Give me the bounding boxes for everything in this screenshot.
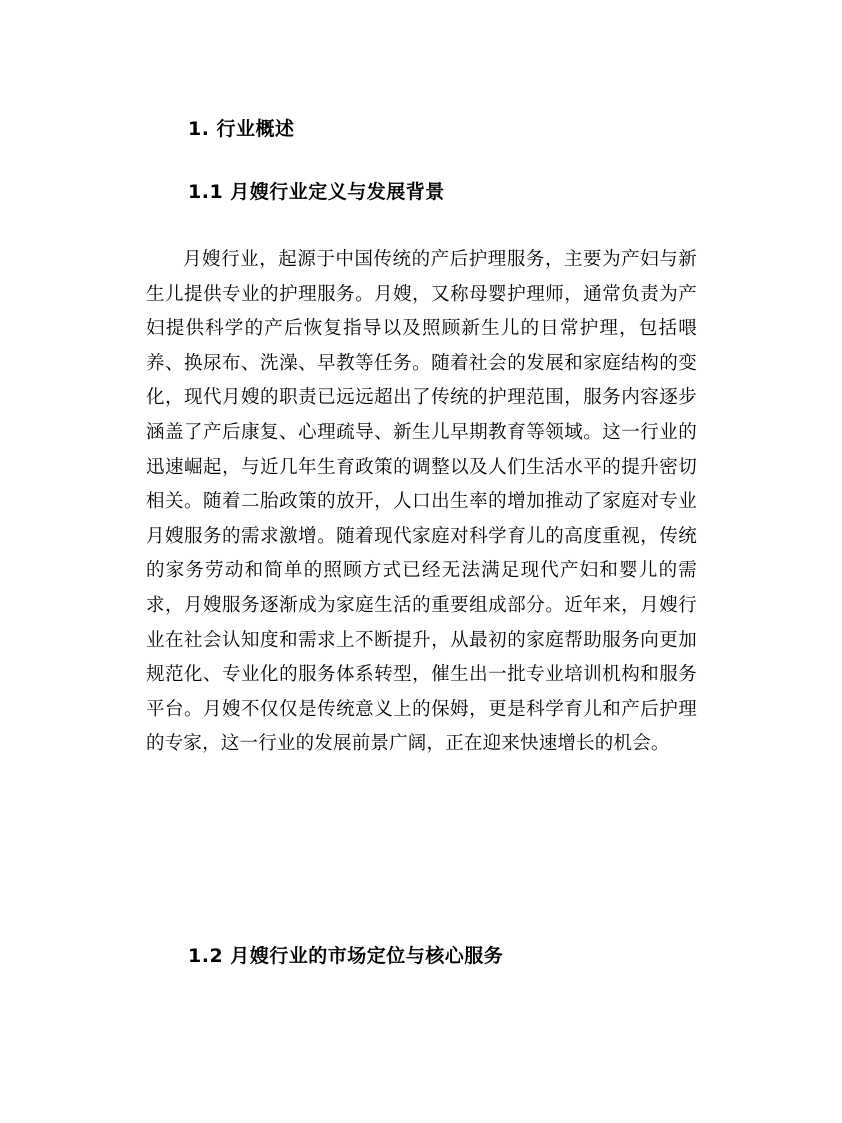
- section-1-1-heading: 1.1 月嫂行业定义与发展背景: [188, 181, 445, 203]
- section-1-heading: 1. 行业概述: [188, 118, 295, 140]
- section-1-1-paragraph: 月嫂行业，起源于中国传统的产后护理服务，主要为产妇与新生儿提供专业的护理服务。月嫂，又称母婴护理师，通常负责为产妇提供科学的产后恢复指导以及照顾新生儿的日常护理，包括喂养、换尿布、洗澡、早教等任务。随着社会的发展和家庭结构的变化，现代月嫂的职责已远远超出了传统的护理范围，服务内容逐步涵盖了产后康复、心理疏导、新生儿早期教育等领域。这一行业的迅速崛起，与近几年生育政策的调整以及人们生活水平的提升密切相关。随着二胎政策的放开，人口出生率的增加推动了家庭对专业月嫂服务的需求激增。随着现代家庭对科学育儿的高度重视，传统的家务劳动和简单的照顾方式已经无法满足现代产妇和婴儿的需求，月嫂服务逐渐成为家庭生活的重要组成部分。近年来，月嫂行业在社会认知度和需求上不断提升，从最初的家庭帮助服务向更加规范化、专业化的服务体系转型，催生出一批专业培训机构和服务平台。月嫂不仅仅是传统意义上的保姆，更是科学育儿和产后护理的专家，这一行业的发展前景广阔，正在迎来快速增长的机会。: [146, 249, 697, 755]
- section-1-2-heading: 1.2 月嫂行业的市场定位与核心服务: [188, 945, 504, 967]
